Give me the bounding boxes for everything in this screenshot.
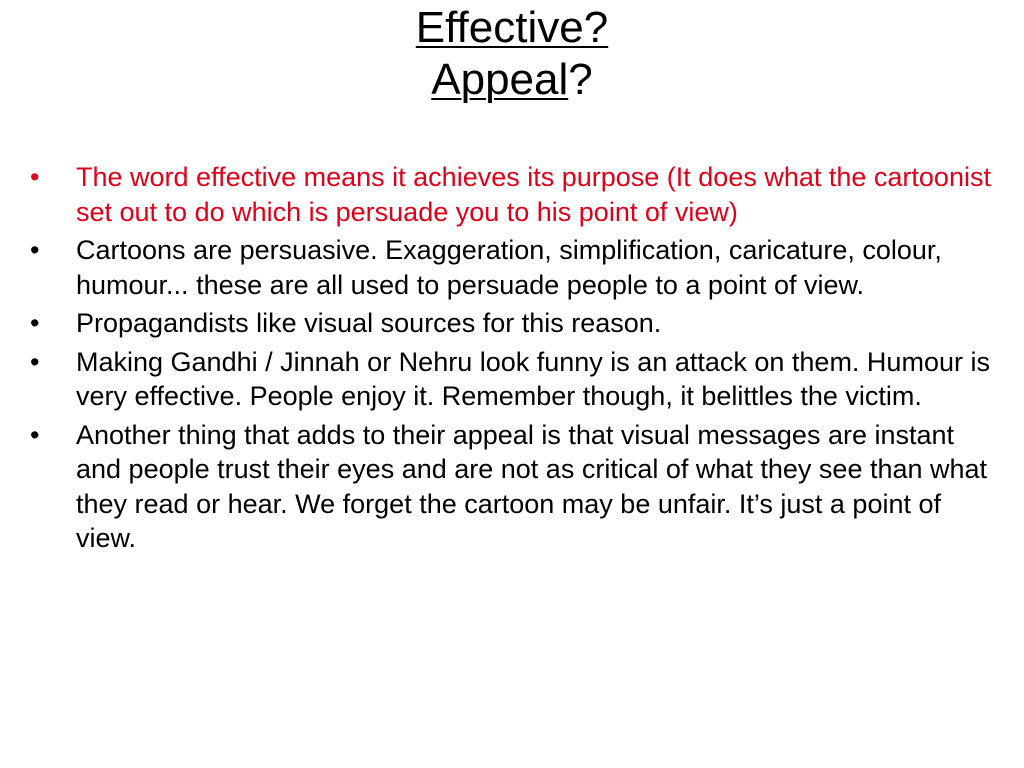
- bullet-dot-icon: •: [30, 235, 40, 265]
- bullet-item: [30, 345, 1005, 414]
- bullet-item: [30, 160, 1005, 229]
- bullet-text: Cartoons are persuasive. Exaggeration, simplification, caricature, colour, humour... these are all used to persuade people to a point of view.: [76, 235, 942, 300]
- title-question-mark: ?: [568, 55, 593, 104]
- bullet-item: [30, 233, 1005, 302]
- bullet-dot-icon: •: [30, 162, 40, 192]
- slide-title: [0, 2, 1024, 106]
- title-line-2: [0, 54, 1024, 106]
- bullet-text: Propagandists like visual sources for this reason.: [76, 308, 662, 338]
- title-effective: Effective?: [415, 3, 609, 52]
- bullet-list: [30, 160, 1005, 560]
- title-line-1: [0, 2, 1024, 54]
- bullet-item: [30, 418, 1005, 556]
- bullet-item: [30, 306, 1005, 341]
- title-appeal: Appeal: [431, 55, 569, 104]
- bullet-text: The word effective means it achieves its purpose (It does what the cartoonist set out to do which is persuade you to his point of view): [76, 162, 991, 227]
- bullet-text: Making Gandhi / Jinnah or Nehru look funny is an attack on them. Humour is very effective. People enjoy it. Remember though, it belittles the victim.: [76, 346, 990, 411]
- bullet-dot-icon: •: [30, 346, 40, 377]
- bullet-dot-icon: •: [30, 308, 40, 338]
- bullet-dot-icon: •: [30, 419, 40, 450]
- bullet-text: Another thing that adds to their appeal is that visual messages are instant and people trust their eyes and are not as critical of what they see than what they read or hear. We forget the cartoon may be unfair. It’s just a point of view.: [76, 419, 988, 553]
